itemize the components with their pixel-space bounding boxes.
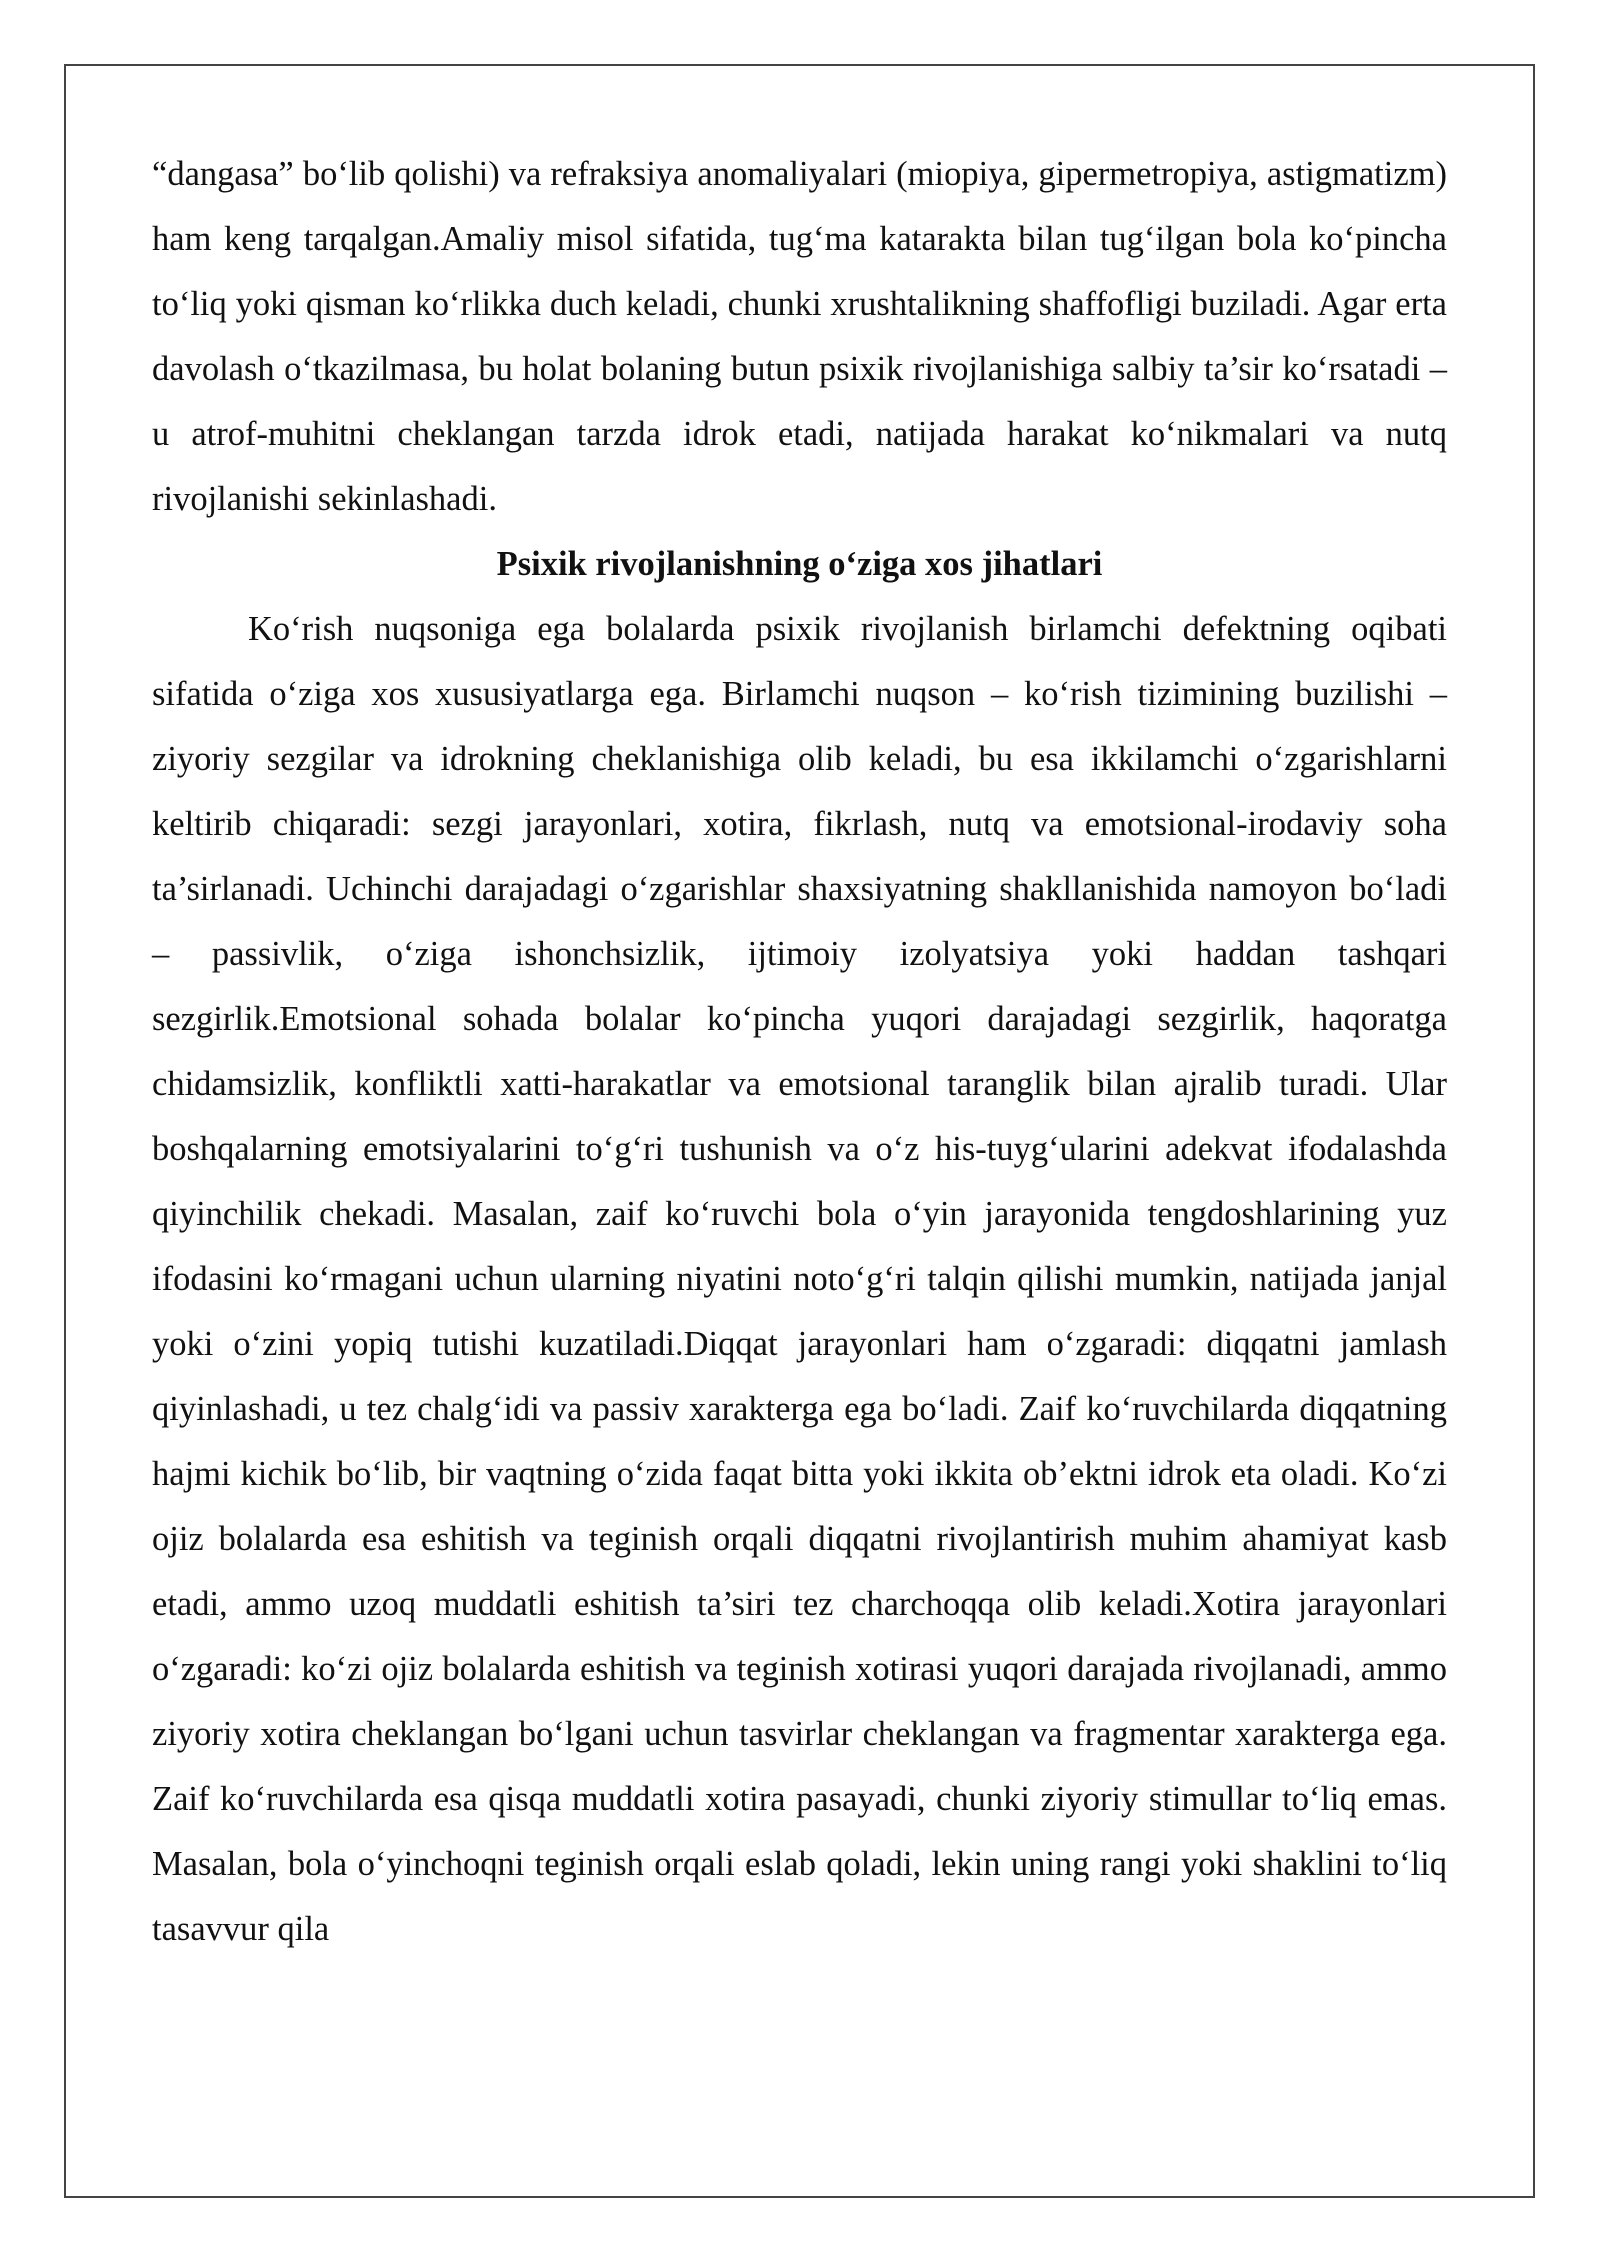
paragraph-main: Ko‘rish nuqsoniga ega bolalarda psixik rivojlanish birlamchi defektning oqibati sifatida o‘ziga xos xususiyatlarga ega. Birlamchi nuqson – ko‘rish tizimining buzilishi – ziyoriy sezgilar va idrokning cheklanishiga olib keladi, bu esa ikkilamchi o‘zgarishlarni keltirib chiqaradi: sezgi jarayonlari, xotira, fikrlash, nutq va emotsional-irodaviy soha ta’sirlanadi. Uchinchi darajadagi o‘zgarishlar shaxsiyatning shakllanishida namoyon bo‘ladi – passivlik, o‘ziga ishonchsizlik, ijtimoiy izolyatsiya yoki haddan tashqari sezgirlik.Emotsional sohada bolalar ko‘pincha yuqori darajadagi sezgirlik, haqoratga chidamsizlik, konfliktli xatti-harakatlar va emotsional taranglik bilan ajralib turadi. Ular boshqalarning emotsiyalarini to‘g‘ri tushunish va o‘z his-tuyg‘ularini adekvat ifodalashda qiyinchilik chekadi. Masalan, zaif ko‘ruvchi bola o‘yin jarayonida tengdoshlarining yuz ifodasini ko‘rmagani uchun ularning niyatini noto‘g‘ri talqin qilishi mumkin, natijada janjal yoki o‘zini yopiq tutishi kuzatiladi.Diqqat jarayonlari ham o‘zgaradi: diqqatni jamlash qiyinlashadi, u tez chalg‘idi va passiv xarakterga ega bo‘ladi. Zaif ko‘ruvchilarda diqqatning hajmi kichik bo‘lib, bir vaqtning o‘zida faqat bitta yoki ikkita ob’ektni idrok eta oladi. Ko‘zi ojiz bolalarda esa eshitish va teginish orqali diqqatni rivojlantirish muhim ahamiyat kasb etadi, ammo uzoq muddatli eshitish ta’siri tez charchoqqa olib keladi.Xotira jarayonlari o‘zgaradi: ko‘zi ojiz bolalarda eshitish va teginish xotirasi yuqori darajada rivojlanadi, ammo ziyoriy xotira cheklangan bo‘lgani uchun tasvirlar cheklangan va fragmentar xarakterga ega. Zaif ko‘ruvchilarda esa qisqa muddatli xotira pasayadi, chunki ziyoriy stimullar to‘liq emas. Masalan, bola o‘yinchoqni teginish orqali eslab qoladi, lekin uning rangi yoki shaklini to‘liq tasavvur qila	[152, 610, 1447, 1948]
section-heading: Psixik rivojlanishning o‘ziga xos jihatlari	[496, 545, 1103, 583]
document-body	[152, 142, 1447, 1962]
paragraph-intro: “dangasa” bo‘lib qolishi) va refraksiya anomaliyalari (miopiya, gipermetropiya, astigmatizm) ham keng tarqalgan.Amaliy misol sifatida, tug‘ma katarakta bilan tug‘ilgan bola ko‘pincha to‘liq yoki qisman ko‘rlikka duch keladi, chunki xrushtalikning shaffofligi buziladi. Agar erta davolash o‘tkazilmasa, bu holat bolaning butun psixik rivojlanishiga salbiy ta’sir ko‘rsatadi – u atrof-muhitni cheklangan tarzda idrok etadi, natijada harakat ko‘nikmalari va nutq rivojlanishi sekinlashadi.	[152, 155, 1447, 518]
